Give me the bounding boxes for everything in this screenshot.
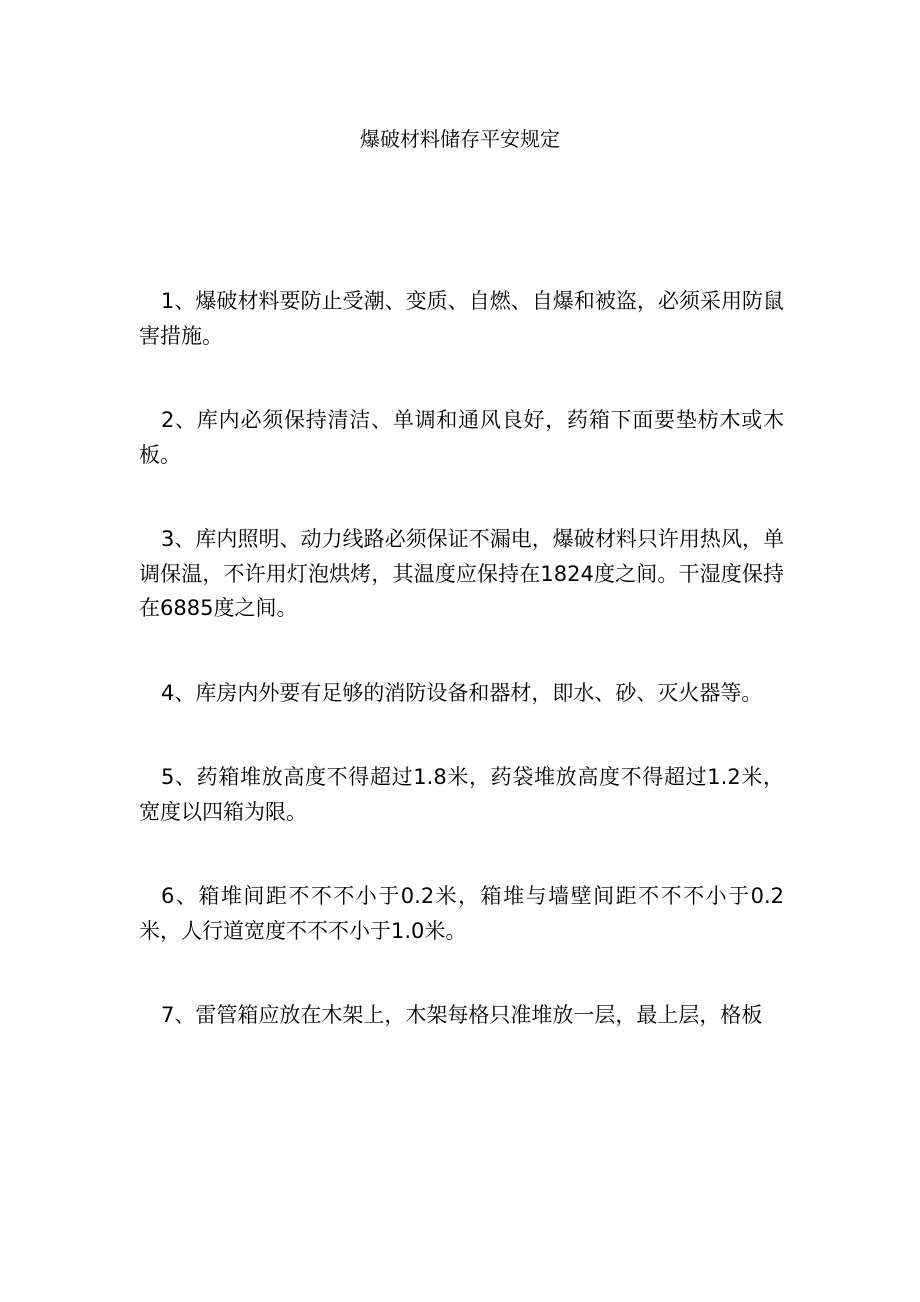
paragraph-2: 2、库内必须保持清洁、单调和通风良好，药箱下面要垫枋木或木板。 bbox=[139, 408, 784, 467]
paragraph-4: 4、库房内外要有足够的消防设备和器材，即水、砂、灭火器等。 bbox=[161, 680, 763, 705]
paragraph-6: 6、箱堆间距不不不小于0.2米，箱堆与墙壁间距不不不小于0.2米，人行道宽度不不不小于1.0米。 bbox=[139, 884, 784, 943]
document-body bbox=[139, 284, 784, 1033]
paragraph-7: 7、雷管箱应放在木架上，木架每格只准堆放一层，最上层，格板 bbox=[161, 1003, 763, 1027]
paragraph-1: 1、爆破材料要防止受潮、变质、自燃、自爆和被盗，必须采用防鼠害措施。 bbox=[139, 289, 784, 348]
paragraph-5: 5、药箱堆放高度不得超过1.8米，药袋堆放高度不得超过1.2米，宽度以四箱为限。 bbox=[139, 765, 784, 824]
document-title: 爆破材料储存平安规定 bbox=[360, 127, 560, 151]
paragraph-3: 3、库内照明、动力线路必须保证不漏电，爆破材料只许用热风，单调保温，不许用灯泡烘烤，其温度应保持在1824度之间。干湿度保持在6885度之间。 bbox=[139, 527, 784, 620]
